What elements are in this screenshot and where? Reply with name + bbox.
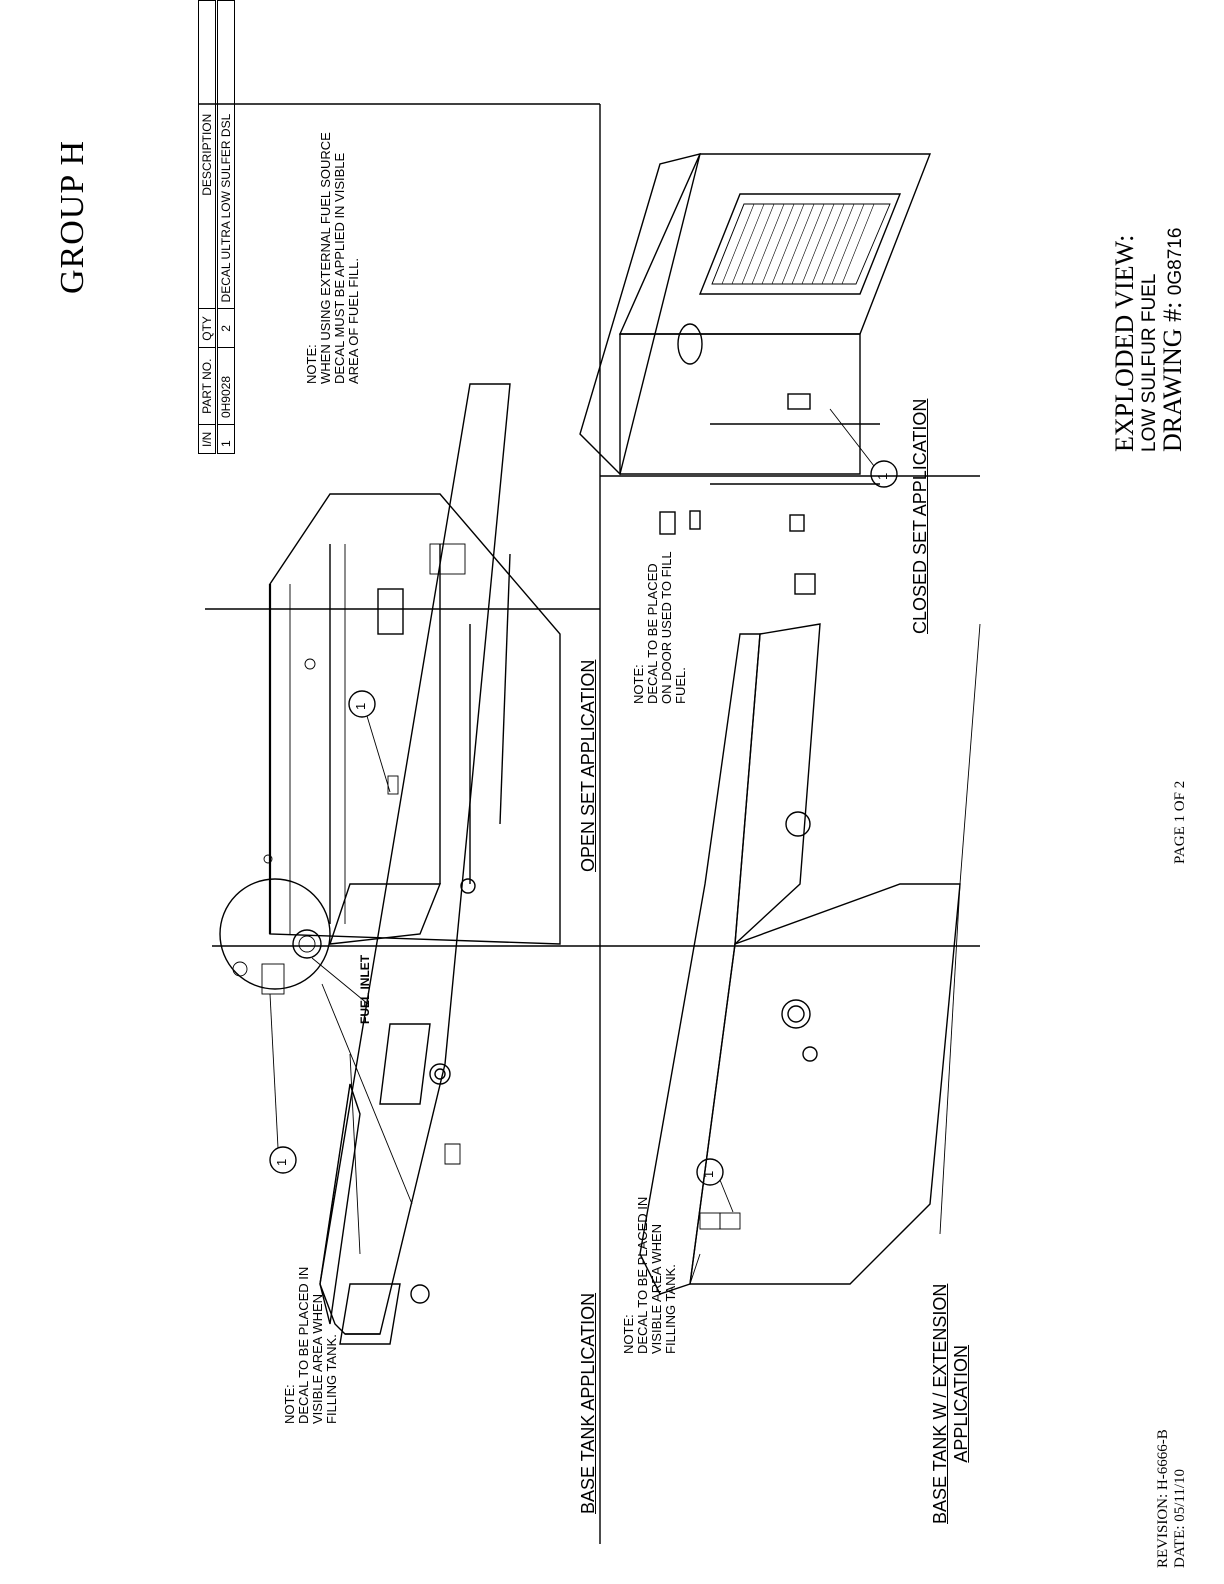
table-note-line: WHEN USING EXTERNAL FUEL SOURCE: [318, 132, 333, 384]
header-in: I/N: [199, 425, 217, 454]
open-set-item-number: 1: [353, 702, 368, 710]
cell-qty: 2: [217, 309, 235, 348]
exploded-view-subtitle: LOW SULFUR FUEL: [1139, 273, 1160, 452]
note-heading: NOTE:: [282, 1384, 297, 1424]
base-tank-item-number: 1: [274, 1158, 289, 1166]
header-description: DESCRIPTION: [199, 1, 217, 309]
drawing-number-line: [1160, 228, 1189, 452]
revision-text: REVISION: H-6666-B: [1155, 1429, 1171, 1568]
table-row: [217, 1, 235, 454]
header-part-no: PART NO.: [199, 348, 217, 425]
closed-set-sketch: [580, 154, 930, 594]
revision-date: DATE: 05/11/10: [1172, 1468, 1188, 1568]
table-note-line: DECAL MUST BE APPLIED IN VISIBLE: [332, 152, 347, 384]
page-number: PAGE 1 OF 2: [1172, 780, 1188, 864]
note-line: FILLING TANK.: [324, 1334, 339, 1424]
cell-part-no: 0H9028: [217, 348, 235, 425]
extension-tank-item-number: 1: [701, 1170, 716, 1178]
group-title: GROUP H: [54, 139, 91, 294]
note-heading: NOTE:: [621, 1314, 636, 1354]
table-note-line: AREA OF FUEL FILL.: [346, 258, 361, 384]
note-line: FILLING TANK.: [663, 1264, 678, 1354]
extension-caption-line1: BASE TANK W / EXTENSION: [930, 1283, 950, 1524]
drawing-number: 0G8716: [1165, 227, 1186, 296]
header-qty: QTY: [199, 309, 217, 348]
extension-tank-sketch: [640, 624, 980, 1294]
drawing-label: DRAWING #:: [1158, 301, 1187, 452]
grille-pattern: [712, 204, 874, 284]
extension-tank-caption: [930, 1284, 972, 1524]
cell-in: 1: [217, 425, 235, 454]
revision-block: [1155, 1429, 1189, 1568]
extension-caption-line2: APPLICATION: [951, 1344, 971, 1463]
exploded-view-title: EXPLODED VIEW:: [1110, 234, 1139, 452]
table-header-row: [199, 1, 217, 454]
note-line: DECAL TO BE PLACED: [645, 563, 660, 704]
closed-set-caption: CLOSED SET APPLICATION: [910, 398, 930, 634]
closed-set-note: [632, 551, 688, 704]
closed-set-item-number: 1: [875, 472, 890, 480]
fuel-inlet-label: FUEL INLET: [358, 954, 372, 1024]
base-tank-sketch: [220, 384, 510, 1344]
open-set-caption: OPEN SET APPLICATION: [578, 659, 598, 872]
table-note-heading: NOTE:: [304, 344, 319, 384]
note-line: DECAL TO BE PLACED IN: [296, 1266, 311, 1424]
note-line: FUEL.: [673, 667, 688, 704]
note-line: VISIBLE AREA WHEN: [310, 1293, 325, 1424]
extension-tank-note: [622, 1197, 678, 1354]
base-tank-note: [283, 1267, 339, 1424]
note-line: VISIBLE AREA WHEN: [649, 1223, 664, 1354]
cell-description: DECAL ULTRA LOW SULFER DSL: [217, 1, 235, 309]
table-note: [305, 132, 361, 384]
base-tank-caption: BASE TANK APPLICATION: [578, 1292, 598, 1514]
parts-table: [198, 0, 235, 454]
note-heading: NOTE:: [631, 664, 646, 704]
note-line: DECAL TO BE PLACED IN: [635, 1196, 650, 1354]
open-set-sketch: [264, 494, 560, 944]
note-line: ON DOOR USED TO FILL: [659, 551, 674, 704]
